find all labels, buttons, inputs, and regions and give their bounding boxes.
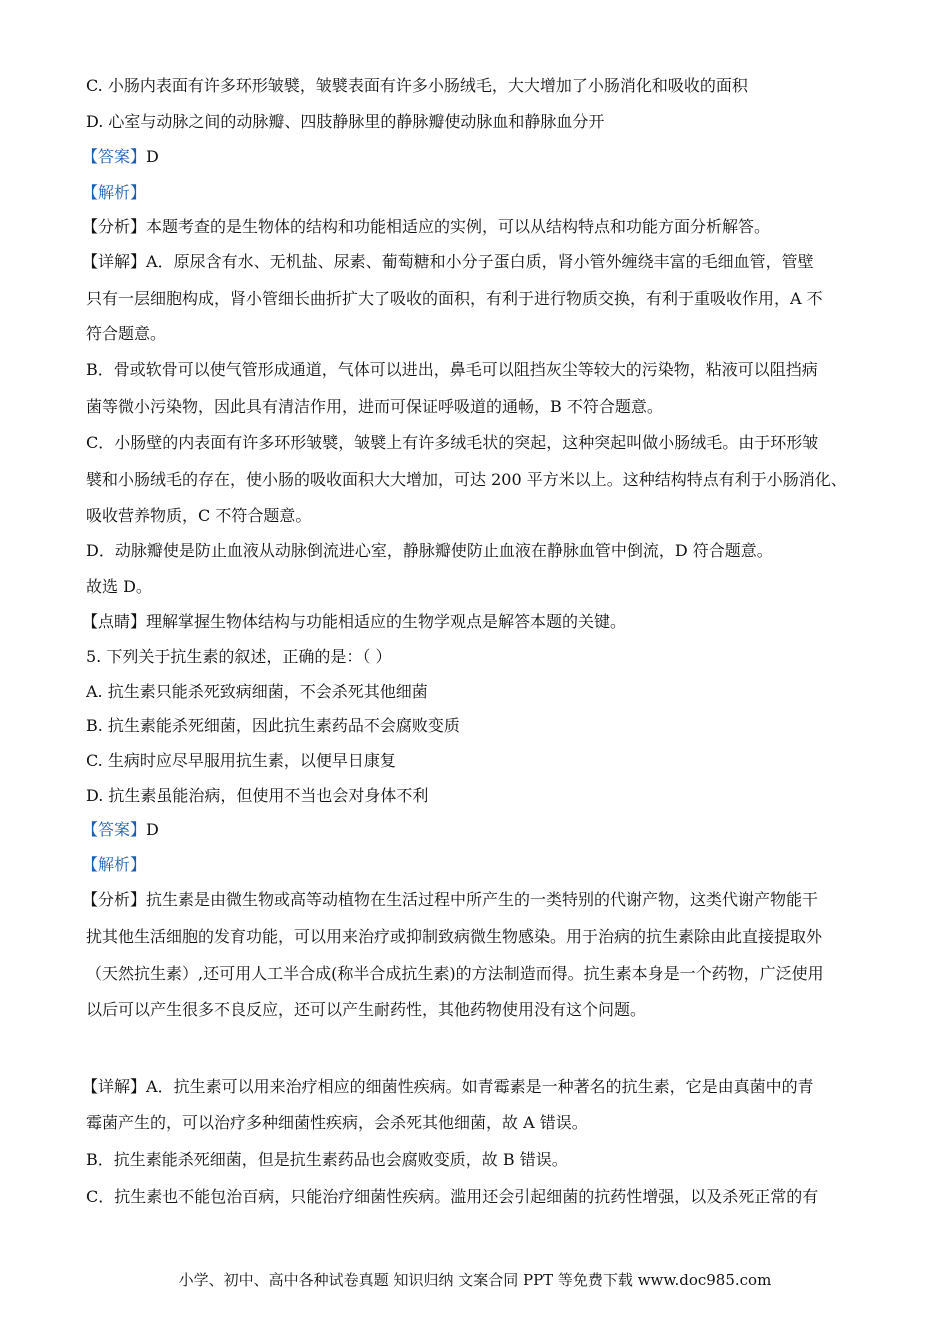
q5-fenxi-line4: 以后可以产生很多不良反应，还可以产生耐药性，其他药物使用没有这个问题。 xyxy=(86,1000,647,1019)
fenxi-tag: 【分析】 xyxy=(82,217,147,236)
q5-fenxi-line3: （天然抗生素）,还可用人工半合成(称半合成抗生素)的方法制造而得。抗生素本身是一个药物，广泛使用 xyxy=(86,964,824,983)
q5-option-b: B. 抗生素能杀死细菌，因此抗生素药品不会腐败变质 xyxy=(86,716,460,735)
q4-xiangjie-a-line1 xyxy=(82,252,864,272)
q5-fenxi-line2: 扰其他生活细胞的发育功能，可以用来治疗或抑制致病微生物感染。用于治病的抗生素除由此直接提取外 xyxy=(86,927,823,946)
q4-fenxi xyxy=(82,217,864,237)
q5-option-d: D. 抗生素虽能治病，但使用不当也会对身体不利 xyxy=(86,786,429,805)
q5-stem: 5. 下列关于抗生素的叙述，正确的是：（ ） xyxy=(86,647,392,666)
q4-option-c: C. 小肠内表面有许多环形皱襞，皱襞表面有许多小肠绒毛，大大增加了小肠消化和吸收的面积 xyxy=(86,76,748,95)
q4-xiangjie-a-line3: 符合题意。 xyxy=(86,324,167,343)
answer-value: D xyxy=(146,820,159,839)
q4-xiangjie-c-line3: 吸收营养物质，C 不符合题意。 xyxy=(86,506,312,525)
q4-conclusion: 故选 D。 xyxy=(86,577,152,596)
answer-tag: 【答案】 xyxy=(82,147,147,166)
xiangjie-a-text: A．抗生素可以用来治疗相应的细菌性疾病。如青霉素是一种著名的抗生素，它是由真菌中的青 xyxy=(146,1077,814,1096)
dianjing-text: 理解掌握生物体结构与功能相适应的生物学观点是解答本题的关键。 xyxy=(146,612,627,631)
answer-tag: 【答案】 xyxy=(82,820,147,839)
q5-xiangjie-c-line1: C．抗生素也不能包治百病，只能治疗细菌性疾病。滥用还会引起细菌的抗药性增强，以及杀死正常的有 xyxy=(86,1187,819,1206)
analysis-tag: 【解析】 xyxy=(82,183,147,202)
q5-xiangjie-b-line1: B．抗生素能杀死细菌，但是抗生素药品也会腐败变质，故 B 错误。 xyxy=(86,1150,568,1169)
xiangjie-tag: 【详解】 xyxy=(82,1077,147,1096)
q5-xiangjie-a-line1 xyxy=(82,1077,864,1097)
q4-answer xyxy=(82,147,864,167)
q4-dianjing xyxy=(82,612,864,632)
q5-option-a: A. 抗生素只能杀死致病细菌，不会杀死其他细菌 xyxy=(86,682,428,701)
fenxi-tag: 【分析】 xyxy=(82,890,147,909)
q5-answer xyxy=(82,820,864,840)
q5-xiangjie-a-line2: 霉菌产生的，可以治疗多种细菌性疾病，会杀死其他细菌，故 A 错误。 xyxy=(86,1113,588,1132)
q4-xiangjie-b-line2: 菌等微小污染物，因此具有清洁作用，进而可保证呼吸道的通畅，B 不符合题意。 xyxy=(86,397,663,416)
q4-xiangjie-c-line1: C．小肠壁的内表面有许多环形皱襞，皱襞上有许多绒毛状的突起，这种突起叫做小肠绒毛。由于环形皱 xyxy=(86,433,819,452)
q5-option-c: C. 生病时应尽早服用抗生素，以便早日康复 xyxy=(86,751,396,770)
xiangjie-a-text: A．原尿含有水、无机盐、尿素、葡萄糖和小分子蛋白质，肾小管外缠绕丰富的毛细血管，管壁 xyxy=(146,252,814,271)
dianjing-tag: 【点睛】 xyxy=(82,612,147,631)
fenxi-text: 抗生素是由微生物或高等动植物在生活过程中所产生的一类特别的代谢产物，这类代谢产物能干 xyxy=(146,890,819,909)
fenxi-text: 本题考查的是生物体的结构和功能相适应的实例，可以从结构特点和功能方面分析解答。 xyxy=(146,217,771,236)
q5-fenxi-line1 xyxy=(82,890,864,910)
q5-analysis-tag xyxy=(82,855,864,875)
q4-option-d: D. 心室与动脉之间的动脉瓣、四肢静脉里的静脉瓣使动脉血和静脉血分开 xyxy=(86,112,605,131)
q4-xiangjie-c-line2: 襞和小肠绒毛的存在，使小肠的吸收面积大大增加，可达 200 平方米以上。这种结构特点有利于小肠消化、 xyxy=(86,470,847,489)
q4-xiangjie-b-line1: B．骨或软骨可以使气管形成通道，气体可以进出，鼻毛可以阻挡灰尘等较大的污染物，粘液可以阻挡病 xyxy=(86,360,818,379)
page-footer: 小学、初中、高中各种试卷真题 知识归纳 文案合同 PPT 等免费下载 www.doc985.com xyxy=(178,1271,772,1289)
xiangjie-tag: 【详解】 xyxy=(82,252,147,271)
q4-xiangjie-a-line2: 只有一层细胞构成，肾小管细长曲折扩大了吸收的面积，有利于进行物质交换，有利于重吸收作用，A 不 xyxy=(86,289,823,308)
answer-value: D xyxy=(146,147,159,166)
q4-xiangjie-d-line1: D．动脉瓣使是防止血液从动脉倒流进心室，静脉瓣使防止血液在静脉血管中倒流，D 符合题意。 xyxy=(86,541,773,560)
analysis-tag: 【解析】 xyxy=(82,855,147,874)
q4-analysis-tag xyxy=(82,183,864,203)
